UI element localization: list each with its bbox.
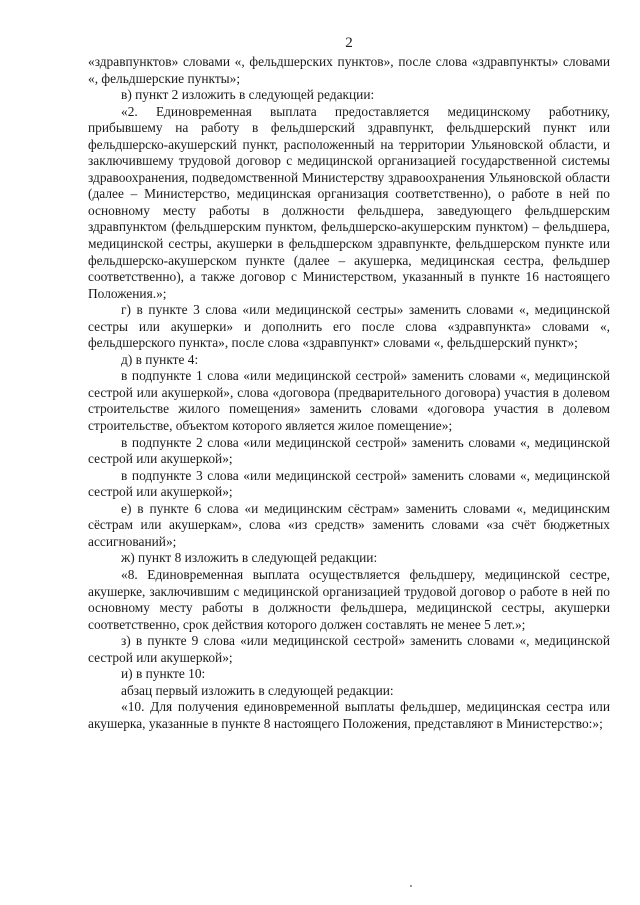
paragraph-first-abzac: абзац первый изложить в следующей редакции: bbox=[121, 682, 394, 698]
paragraph-subitem-2: в подпункте 2 слова «или медицинской сестрой» заменить словами «, медицинской сестрой или акушеркой»; bbox=[88, 434, 610, 467]
paragraph-item-z: з) в пункте 9 слова «или медицинской сестрой» заменить словами «, медицинской сестрой или акушеркой»; bbox=[88, 633, 610, 665]
paragraph-continuation: «здравпунктов» словами «, фельдшерских пунктов», после слова «здравпункты» словами «, фельдшерские пункты»; bbox=[88, 54, 610, 86]
paragraph-item-zh: ж) пункт 8 изложить в следующей редакции: bbox=[121, 550, 378, 566]
scan-speck bbox=[410, 885, 412, 887]
paragraph-subitem-1: в подпункте 1 слова «или медицинской сестрой» заменить словами «, медицинской сестрой или акушеркой», слова «договора (предварительного договора) участия в долевом строительстве жилого помещения» заменить словами «договора участия в долевом строительстве, объектом которого является жилое помещение»; bbox=[88, 368, 610, 434]
paragraph-item-i: и) в пункте 10: bbox=[121, 666, 206, 682]
paragraph-quote-8: «8. Единовременная выплата осуществляется фельдшеру, медицинской сестре, акушерке, заключившим с медицинской организацией трудовой договор о работе в ней по основному месту работы в должности фельдшера, медицинской сестры, акушерки соответственно, срок действия которого должен составлять не менее 5 лет.»; bbox=[88, 566, 610, 632]
paragraph-subitem-3: в подпункте 3 слова «или медицинской сестрой» заменить словами «, медицинской сестрой или акушеркой»; bbox=[88, 467, 610, 500]
paragraph-item-e: е) в пункте 6 слова «и медицинским сёстрам» заменить словами «, медицинским сёстрам или акушеркам», слова «из средств» заменить словами «за счёт бюджетных ассигнований»; bbox=[88, 500, 610, 549]
paragraph-quote-2: «2. Единовременная выплата предоставляется медицинскому работнику, прибывшему на работу в фельдшерский здравпункт, фельдшерский пункт или фельдшерско-акушерский пункт, расположенный на территории Ульяновской области, и заключившему трудовой договор с медицинской организацией государственной системы здравоохранения, подведомственной Министерству здравоохранения Ульяновской области (далее – Министерство, медицинская организация соответственно), о работе в ней по основному месту работы в должности фельдшера, заведующего фельдшерским здравпунктом (фельдшерским пунктом, фельдшерско-акушерским пунктом) – фельдшера, медицинской сестры, акушерки в фельдшерском здравпункте, фельдшерском пункте или фельдшерско-акушерском пункте (далее – акушерка, медицинская сестра, фельдшер соответственно), а также договор с Министерством, указанный в пункте 16 настоящего Положения.»; bbox=[88, 103, 610, 301]
paragraph-item-g: г) в пункте 3 слова «или медицинской сестры» заменить словами «, медицинской сестры или акушерки» и дополнить его после слова «здравпункта» словами «, фельдшерского пункта», после слова «здравпункт» словами «, фельдшерский пункт»; bbox=[88, 302, 610, 351]
paragraph-quote-10: «10. Для получения единовременной выплаты фельдшер, медицинская сестра или акушерка, указанные в пункте 8 настоящего Положения, представляют в Министерство:»; bbox=[88, 699, 610, 731]
paragraph-item-v: в) пункт 2 изложить в следующей редакции: bbox=[121, 87, 375, 103]
paragraph-item-d: д) в пункте 4: bbox=[121, 351, 199, 367]
page-number: 2 bbox=[345, 35, 353, 51]
